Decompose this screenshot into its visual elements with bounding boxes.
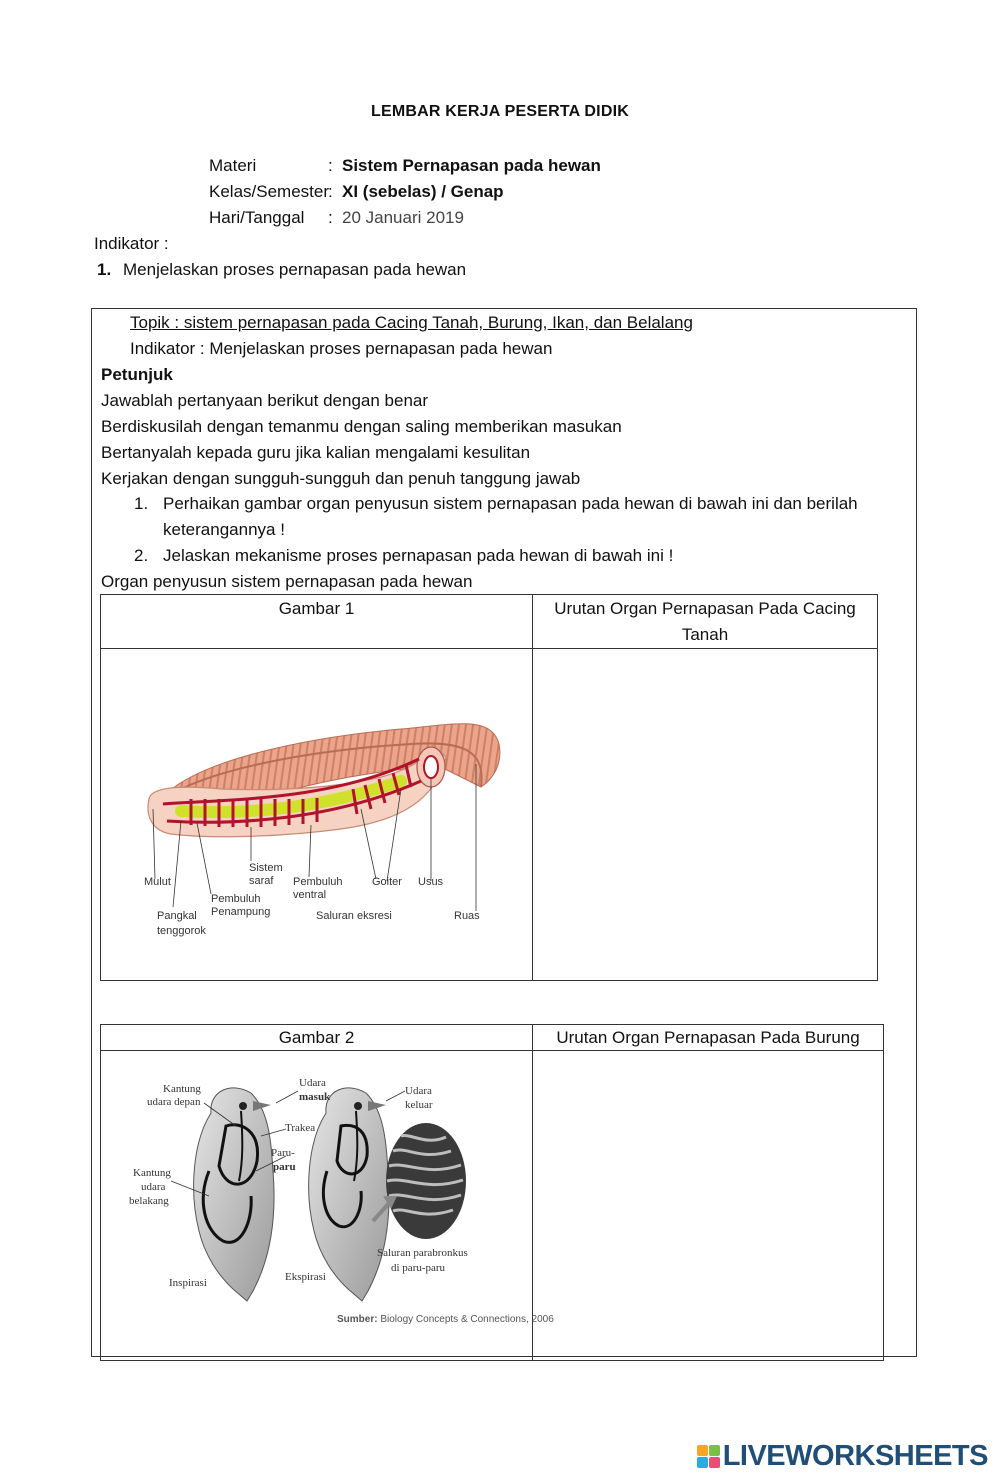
- source-text: Biology Concepts & Connections, 2006: [380, 1314, 554, 1325]
- petunjuk-item: Kerjakan dengan sungguh-sungguh dan penuh tanggung jawab: [101, 469, 581, 488]
- task-text-continued: keterangannya !: [163, 520, 285, 539]
- label-tenggorok: tenggorok: [157, 925, 206, 937]
- task-number: 1.: [134, 494, 149, 513]
- bird-ekspirasi: [309, 1088, 389, 1301]
- petunjuk-heading: Petunjuk: [101, 365, 173, 384]
- label-masuk: masuk: [299, 1091, 331, 1103]
- organ-heading: Organ penyusun sistem pernapasan pada hewan: [101, 572, 473, 591]
- label-goiter: Goiter: [372, 876, 402, 888]
- logo-mark-icon: [697, 1445, 720, 1468]
- label-saluran-parabronkus: Saluran parabronkus: [377, 1247, 468, 1259]
- header-line: Tanah: [681, 625, 729, 644]
- label-keluar: keluar: [405, 1099, 433, 1111]
- petunjuk-item: Bertanyalah kepada guru jika kalian mengalami kesulitan: [101, 443, 531, 462]
- task-number: 2.: [134, 546, 149, 565]
- task-text: Jelaskan mekanisme proses pernapasan pada hewan di bawah ini !: [163, 546, 674, 565]
- bird-image-cell: [101, 1051, 554, 1361]
- topic-line: Topik : sistem pernapasan pada Cacing Tanah, Burung, Ikan, dan Belalang: [130, 313, 693, 332]
- label-trakea: Trakea: [285, 1122, 316, 1134]
- meta-value-tanggal: 20 Januari 2019: [342, 208, 464, 227]
- label-udara-belakang: udara: [141, 1181, 166, 1193]
- label-saraf: saraf: [249, 875, 274, 887]
- table-gambar-1: [100, 594, 878, 981]
- table-header-gambar-1: Gambar 1: [101, 595, 533, 649]
- page-title: LEMBAR KERJA PESERTA DIDIK: [371, 103, 629, 120]
- label-pembuluh-ventral: Pembuluh: [293, 876, 343, 888]
- meta-colon: :: [328, 182, 333, 201]
- worm-image-cell: [101, 649, 533, 981]
- logo-wordmark: LIVEWORKSHEETS: [722, 1440, 988, 1472]
- meta-label-kelas: Kelas/Semester: [209, 182, 329, 201]
- meta-colon: :: [328, 208, 333, 227]
- label-saluran-ekskresi: Saluran eksresi: [316, 910, 392, 922]
- table-header-urutan-burung: Urutan Organ Pernapasan Pada Burung: [533, 1025, 884, 1051]
- header-line: Urutan Organ Pernapasan Pada Cacing: [554, 599, 856, 618]
- indikator-text: Menjelaskan proses pernapasan pada hewan: [123, 260, 467, 279]
- label-kantung-belakang: Kantung: [133, 1167, 171, 1179]
- table-header-urutan-cacing: [533, 595, 878, 649]
- label-sistem: Sistem: [249, 862, 283, 874]
- label-paru: Paru-: [271, 1147, 295, 1159]
- parabronchi-closeup: [386, 1123, 466, 1239]
- answer-cell-cacing[interactable]: [533, 649, 878, 981]
- task-text: Perhaikan gambar organ penyusun sistem pernapasan pada hewan di bawah ini dan berilah: [163, 494, 858, 513]
- label-udara-masuk: Udara: [299, 1077, 326, 1089]
- label-udara-depan: udara depan: [147, 1096, 201, 1108]
- label-di-paru-paru: di paru-paru: [391, 1262, 446, 1274]
- label-kantung-udara-depan: Kantung: [163, 1083, 201, 1095]
- label-pembuluh-penampung: Pembuluh: [211, 893, 261, 905]
- source-label: [337, 1313, 554, 1326]
- label-mulut: Mulut: [144, 876, 171, 888]
- meta-label-materi: Materi: [209, 156, 257, 175]
- indikator-heading: Indikator :: [94, 234, 169, 253]
- label-ekspirasi: Ekspirasi: [285, 1271, 326, 1283]
- indikator-number: 1.: [97, 260, 112, 279]
- source-prefix: Sumber:: [337, 1314, 378, 1325]
- label-inspirasi: Inspirasi: [169, 1277, 207, 1289]
- meta-colon: :: [328, 156, 333, 175]
- label-usus: Usus: [418, 876, 444, 888]
- label-paru-2: paru: [273, 1161, 296, 1173]
- meta-value-kelas: XI (sebelas) / Genap: [342, 182, 504, 201]
- label-ventral: ventral: [293, 889, 327, 901]
- petunjuk-item: Jawablah pertanyaan berikut dengan benar: [101, 391, 429, 410]
- petunjuk-item: Berdiskusilah dengan temanmu dengan saling memberikan masukan: [101, 417, 622, 436]
- table-header-gambar-2: Gambar 2: [101, 1025, 533, 1051]
- label-penampung: Penampung: [211, 906, 271, 918]
- bird-respiration-diagram: [101, 1051, 554, 1360]
- label-pangkal: Pangkal: [157, 910, 197, 922]
- label-udara-keluar: Udara: [405, 1085, 432, 1097]
- indicator-line: Indikator : Menjelaskan proses pernapasan pada hewan: [130, 339, 553, 358]
- liveworksheets-logo: [697, 1440, 988, 1473]
- earthworm-diagram: [101, 649, 532, 980]
- meta-value-materi: Sistem Pernapasan pada hewan: [342, 156, 601, 175]
- table-gambar-2: [100, 1024, 884, 1361]
- label-belakang: belakang: [129, 1195, 169, 1207]
- answer-cell-burung[interactable]: [533, 1051, 884, 1361]
- meta-label-tanggal: Hari/Tanggal: [209, 208, 305, 227]
- label-ruas: Ruas: [454, 910, 480, 922]
